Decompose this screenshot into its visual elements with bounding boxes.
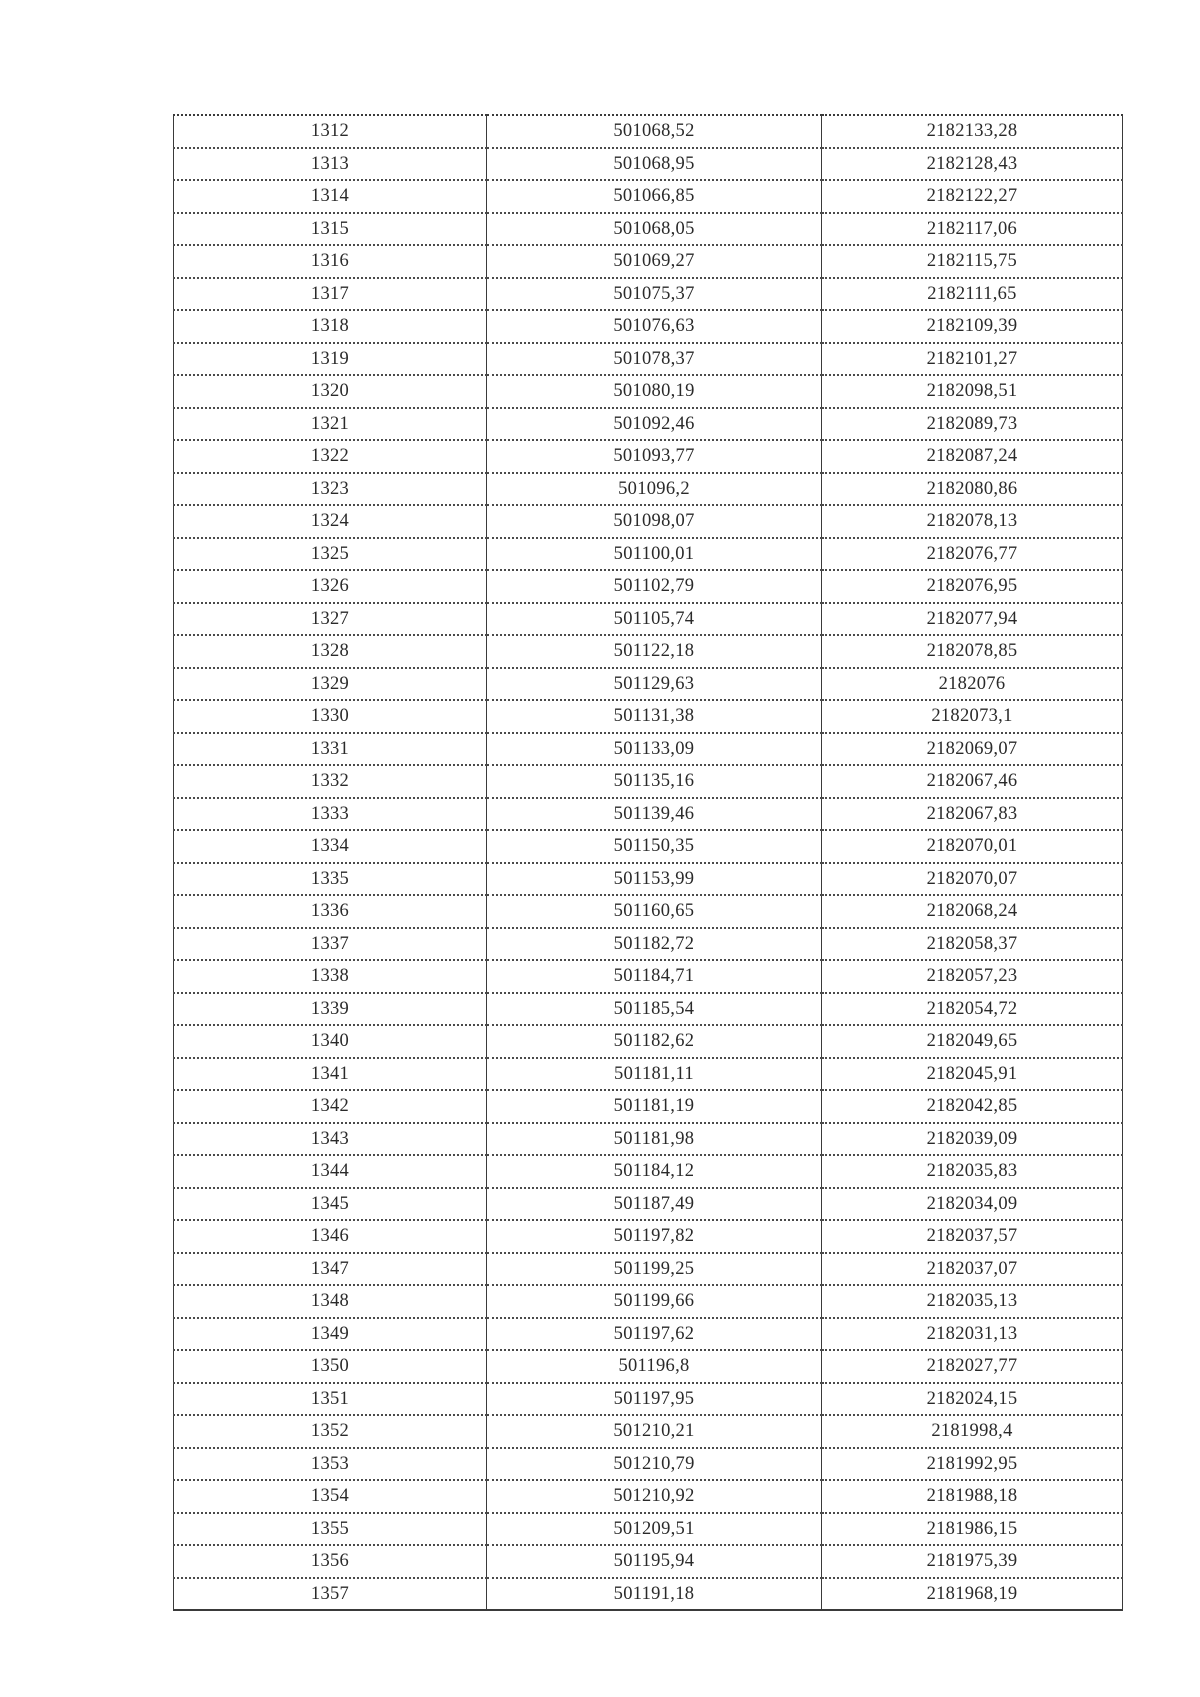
point-number-cell: 1323 [174, 473, 487, 506]
point-number-cell: 1354 [174, 1480, 487, 1513]
x-coordinate-cell: 501199,25 [487, 1253, 822, 1286]
y-coordinate-cell: 2182024,15 [822, 1383, 1123, 1416]
point-number-cell: 1345 [174, 1188, 487, 1221]
table-row [174, 798, 1123, 831]
point-number-cell: 1316 [174, 245, 487, 278]
table-row [174, 765, 1123, 798]
y-coordinate-cell: 2182068,24 [822, 895, 1123, 928]
x-coordinate-cell: 501210,79 [487, 1448, 822, 1481]
point-number-cell: 1320 [174, 375, 487, 408]
y-coordinate-cell: 2182027,77 [822, 1350, 1123, 1383]
point-number-cell: 1337 [174, 928, 487, 961]
x-coordinate-cell: 501105,74 [487, 603, 822, 636]
point-number-cell: 1319 [174, 343, 487, 376]
x-coordinate-cell: 501197,95 [487, 1383, 822, 1416]
y-coordinate-cell: 2182069,07 [822, 733, 1123, 766]
point-number-cell: 1355 [174, 1513, 487, 1546]
x-coordinate-cell: 501078,37 [487, 343, 822, 376]
point-number-cell: 1321 [174, 408, 487, 441]
table-row [174, 668, 1123, 701]
point-number-cell: 1351 [174, 1383, 487, 1416]
point-number-cell: 1324 [174, 505, 487, 538]
y-coordinate-cell: 2182076,77 [822, 538, 1123, 571]
point-number-cell: 1314 [174, 180, 487, 213]
table-row [174, 1578, 1123, 1611]
point-number-cell: 1326 [174, 570, 487, 603]
x-coordinate-cell: 501184,71 [487, 960, 822, 993]
y-coordinate-cell: 2182078,85 [822, 635, 1123, 668]
y-coordinate-cell: 2182076,95 [822, 570, 1123, 603]
x-coordinate-cell: 501093,77 [487, 440, 822, 473]
table-row [174, 1448, 1123, 1481]
point-number-cell: 1327 [174, 603, 487, 636]
point-number-cell: 1342 [174, 1090, 487, 1123]
y-coordinate-cell: 2182035,13 [822, 1285, 1123, 1318]
table-row [174, 408, 1123, 441]
y-coordinate-cell: 2182073,1 [822, 700, 1123, 733]
x-coordinate-cell: 501122,18 [487, 635, 822, 668]
y-coordinate-cell: 2182034,09 [822, 1188, 1123, 1221]
table-row [174, 700, 1123, 733]
table-row [174, 895, 1123, 928]
table-row [174, 993, 1123, 1026]
point-number-cell: 1340 [174, 1025, 487, 1058]
x-coordinate-cell: 501068,95 [487, 148, 822, 181]
table-row [174, 1350, 1123, 1383]
y-coordinate-cell: 2182117,06 [822, 213, 1123, 246]
table-row [174, 1415, 1123, 1448]
point-number-cell: 1357 [174, 1578, 487, 1611]
table-row [174, 1318, 1123, 1351]
y-coordinate-cell: 2182067,46 [822, 765, 1123, 798]
y-coordinate-cell: 2181992,95 [822, 1448, 1123, 1481]
table-row [174, 115, 1123, 148]
y-coordinate-cell: 2182054,72 [822, 993, 1123, 1026]
y-coordinate-cell: 2182087,24 [822, 440, 1123, 473]
table-row [174, 635, 1123, 668]
x-coordinate-cell: 501096,2 [487, 473, 822, 506]
table-row [174, 505, 1123, 538]
x-coordinate-cell: 501080,19 [487, 375, 822, 408]
point-number-cell: 1313 [174, 148, 487, 181]
coordinates-table-body [174, 115, 1123, 1610]
x-coordinate-cell: 501076,63 [487, 310, 822, 343]
point-number-cell: 1334 [174, 830, 487, 863]
y-coordinate-cell: 2182111,65 [822, 278, 1123, 311]
point-number-cell: 1356 [174, 1545, 487, 1578]
table-row [174, 310, 1123, 343]
x-coordinate-cell: 501181,98 [487, 1123, 822, 1156]
point-number-cell: 1317 [174, 278, 487, 311]
y-coordinate-cell: 2182078,13 [822, 505, 1123, 538]
table-row [174, 245, 1123, 278]
y-coordinate-cell: 2181988,18 [822, 1480, 1123, 1513]
point-number-cell: 1353 [174, 1448, 487, 1481]
table-row [174, 1220, 1123, 1253]
y-coordinate-cell: 2182109,39 [822, 310, 1123, 343]
y-coordinate-cell: 2182057,23 [822, 960, 1123, 993]
y-coordinate-cell: 2182077,94 [822, 603, 1123, 636]
y-coordinate-cell: 2182031,13 [822, 1318, 1123, 1351]
y-coordinate-cell: 2182101,27 [822, 343, 1123, 376]
x-coordinate-cell: 501182,72 [487, 928, 822, 961]
x-coordinate-cell: 501153,99 [487, 863, 822, 896]
table-row [174, 1513, 1123, 1546]
y-coordinate-cell: 2182037,07 [822, 1253, 1123, 1286]
y-coordinate-cell: 2182089,73 [822, 408, 1123, 441]
table-row [174, 928, 1123, 961]
x-coordinate-cell: 501092,46 [487, 408, 822, 441]
table-row [174, 570, 1123, 603]
table-row [174, 1025, 1123, 1058]
x-coordinate-cell: 501131,38 [487, 700, 822, 733]
x-coordinate-cell: 501100,01 [487, 538, 822, 571]
x-coordinate-cell: 501129,63 [487, 668, 822, 701]
table-row [174, 343, 1123, 376]
point-number-cell: 1329 [174, 668, 487, 701]
x-coordinate-cell: 501139,46 [487, 798, 822, 831]
y-coordinate-cell: 2182039,09 [822, 1123, 1123, 1156]
coordinates-table [173, 114, 1123, 1611]
y-coordinate-cell: 2182067,83 [822, 798, 1123, 831]
y-coordinate-cell: 2182058,37 [822, 928, 1123, 961]
table-row [174, 440, 1123, 473]
x-coordinate-cell: 501191,18 [487, 1578, 822, 1611]
x-coordinate-cell: 501196,8 [487, 1350, 822, 1383]
point-number-cell: 1338 [174, 960, 487, 993]
point-number-cell: 1341 [174, 1058, 487, 1091]
y-coordinate-cell: 2182049,65 [822, 1025, 1123, 1058]
point-number-cell: 1322 [174, 440, 487, 473]
table-row [174, 603, 1123, 636]
point-number-cell: 1335 [174, 863, 487, 896]
x-coordinate-cell: 501160,65 [487, 895, 822, 928]
table-row [174, 180, 1123, 213]
x-coordinate-cell: 501068,05 [487, 213, 822, 246]
point-number-cell: 1332 [174, 765, 487, 798]
y-coordinate-cell: 2182076 [822, 668, 1123, 701]
x-coordinate-cell: 501068,52 [487, 115, 822, 148]
point-number-cell: 1350 [174, 1350, 487, 1383]
x-coordinate-cell: 501135,16 [487, 765, 822, 798]
y-coordinate-cell: 2182115,75 [822, 245, 1123, 278]
point-number-cell: 1312 [174, 115, 487, 148]
table-row [174, 830, 1123, 863]
table-row [174, 1383, 1123, 1416]
point-number-cell: 1347 [174, 1253, 487, 1286]
table-row [174, 1545, 1123, 1578]
x-coordinate-cell: 501210,21 [487, 1415, 822, 1448]
table-row [174, 960, 1123, 993]
y-coordinate-cell: 2182070,01 [822, 830, 1123, 863]
table-row [174, 278, 1123, 311]
table-row [174, 1058, 1123, 1091]
x-coordinate-cell: 501150,35 [487, 830, 822, 863]
x-coordinate-cell: 501182,62 [487, 1025, 822, 1058]
y-coordinate-cell: 2182133,28 [822, 115, 1123, 148]
table-row [174, 863, 1123, 896]
point-number-cell: 1333 [174, 798, 487, 831]
y-coordinate-cell: 2182042,85 [822, 1090, 1123, 1123]
table-row [174, 1480, 1123, 1513]
table-row [174, 733, 1123, 766]
y-coordinate-cell: 2181986,15 [822, 1513, 1123, 1546]
table-row [174, 375, 1123, 408]
table-row [174, 1188, 1123, 1221]
table-row [174, 1090, 1123, 1123]
y-coordinate-cell: 2182122,27 [822, 180, 1123, 213]
x-coordinate-cell: 501199,66 [487, 1285, 822, 1318]
x-coordinate-cell: 501181,11 [487, 1058, 822, 1091]
table-row [174, 1123, 1123, 1156]
x-coordinate-cell: 501197,62 [487, 1318, 822, 1351]
x-coordinate-cell: 501066,85 [487, 180, 822, 213]
y-coordinate-cell: 2181998,4 [822, 1415, 1123, 1448]
y-coordinate-cell: 2181975,39 [822, 1545, 1123, 1578]
point-number-cell: 1318 [174, 310, 487, 343]
table-row [174, 1253, 1123, 1286]
y-coordinate-cell: 2182098,51 [822, 375, 1123, 408]
table-row [174, 148, 1123, 181]
y-coordinate-cell: 2182037,57 [822, 1220, 1123, 1253]
point-number-cell: 1343 [174, 1123, 487, 1156]
y-coordinate-cell: 2182035,83 [822, 1155, 1123, 1188]
x-coordinate-cell: 501098,07 [487, 505, 822, 538]
x-coordinate-cell: 501181,19 [487, 1090, 822, 1123]
x-coordinate-cell: 501102,79 [487, 570, 822, 603]
x-coordinate-cell: 501069,27 [487, 245, 822, 278]
x-coordinate-cell: 501185,54 [487, 993, 822, 1026]
table-row [174, 213, 1123, 246]
point-number-cell: 1330 [174, 700, 487, 733]
y-coordinate-cell: 2182045,91 [822, 1058, 1123, 1091]
table-row [174, 538, 1123, 571]
x-coordinate-cell: 501210,92 [487, 1480, 822, 1513]
point-number-cell: 1315 [174, 213, 487, 246]
x-coordinate-cell: 501195,94 [487, 1545, 822, 1578]
point-number-cell: 1336 [174, 895, 487, 928]
point-number-cell: 1352 [174, 1415, 487, 1448]
x-coordinate-cell: 501197,82 [487, 1220, 822, 1253]
y-coordinate-cell: 2182128,43 [822, 148, 1123, 181]
table-row [174, 1285, 1123, 1318]
y-coordinate-cell: 2182070,07 [822, 863, 1123, 896]
point-number-cell: 1328 [174, 635, 487, 668]
point-number-cell: 1348 [174, 1285, 487, 1318]
y-coordinate-cell: 2181968,19 [822, 1578, 1123, 1611]
x-coordinate-cell: 501075,37 [487, 278, 822, 311]
x-coordinate-cell: 501209,51 [487, 1513, 822, 1546]
point-number-cell: 1349 [174, 1318, 487, 1351]
point-number-cell: 1344 [174, 1155, 487, 1188]
point-number-cell: 1339 [174, 993, 487, 1026]
x-coordinate-cell: 501133,09 [487, 733, 822, 766]
y-coordinate-cell: 2182080,86 [822, 473, 1123, 506]
point-number-cell: 1346 [174, 1220, 487, 1253]
x-coordinate-cell: 501184,12 [487, 1155, 822, 1188]
x-coordinate-cell: 501187,49 [487, 1188, 822, 1221]
table-row [174, 473, 1123, 506]
point-number-cell: 1331 [174, 733, 487, 766]
point-number-cell: 1325 [174, 538, 487, 571]
table-row [174, 1155, 1123, 1188]
